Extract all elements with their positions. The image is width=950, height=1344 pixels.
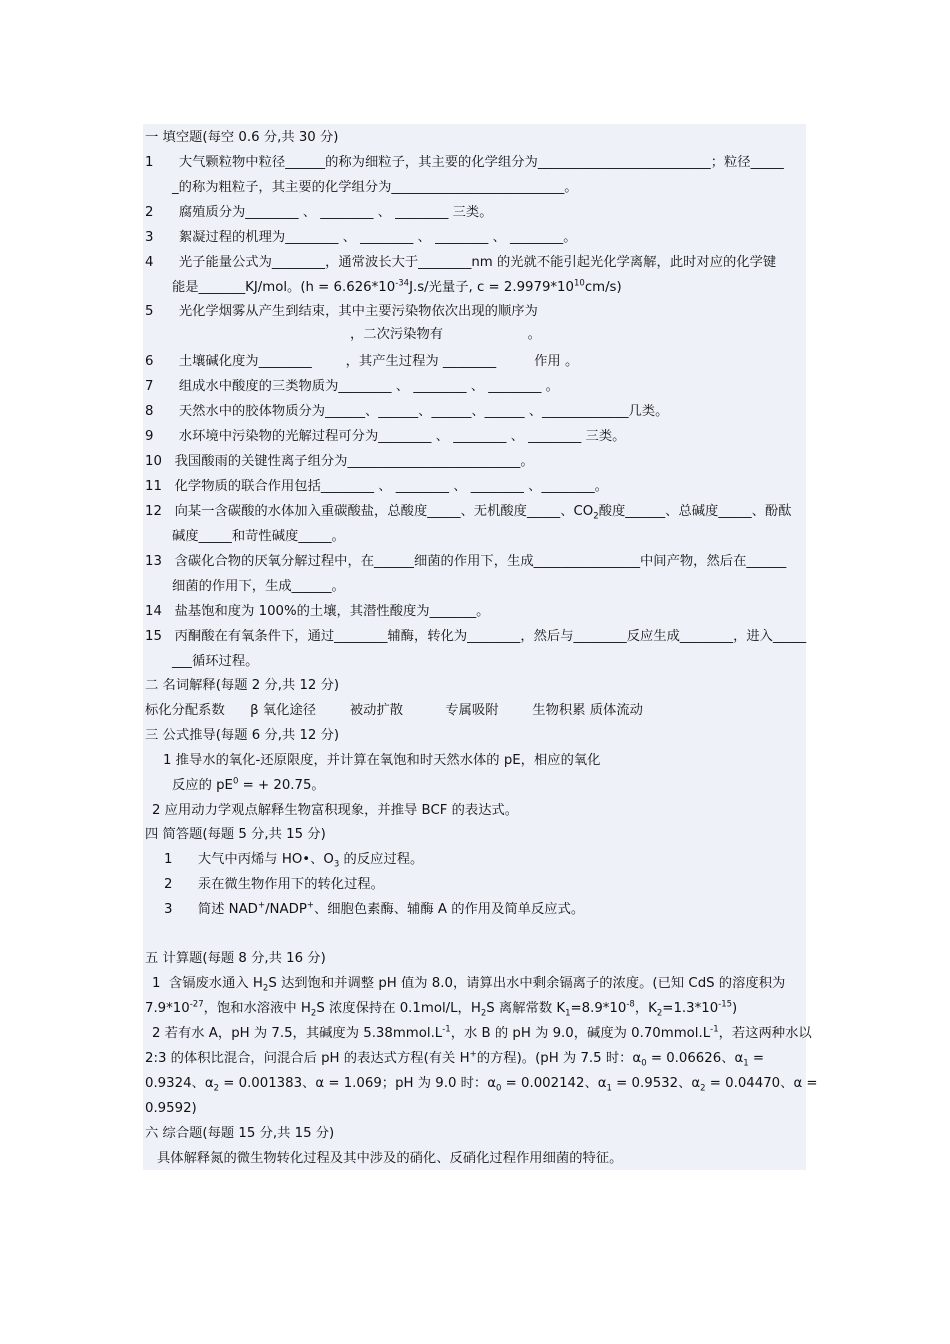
line-s1-q8: 8 天然水中的胶体物质分为______、______、______、______ 、_____________几类。 [145, 404, 669, 419]
line-s1-q1b: _的称为粗粒子，其主要的化学组分为__________________________。 [172, 180, 578, 195]
line-s1-q7: 7 组成水中酸度的三类物质为________ 、 ________ 、 ________ 。 [145, 379, 559, 394]
line-s1-q5b: ，二次污染物有 。 [350, 327, 541, 342]
line-s5-q1b: $7.9*10^{-27}$，饱和水溶液中 $H_2S$ 浓度保持在 0.1mol/L，$H_2S$ 离解常数 $K_1=8.9*10^{-8}$，$K_2=1.3*10^{-15}$) [145, 999, 738, 1019]
line-s5-q2b: 2:3 的体积比混合，问混合后 pH 的表达式方程(有关 H+的方程)。(pH 为 7.5 时：$\alpha_0 = 0.06626$、$\alpha_1$ = [145, 1049, 765, 1069]
line-s4-q2: 2 汞在微生物作用下的转化过程。 [164, 877, 384, 892]
line-s5-q2d: 0.9592) [145, 1101, 197, 1116]
line-s3-q2: 2 应用动力学观点解释生物富积现象，并推导 BCF 的表达式。 [152, 803, 519, 818]
line-s1-q5a: 5 光化学烟雾从产生到结束，其中主要污染物依次出现的顺序为 [145, 304, 538, 319]
line-s3-q1a: 1 推导水的氧化-还原限度，并计算在氧饱和时天然水体的 pE，相应的氧化 [163, 753, 601, 768]
line-s1-q12b: 碱度_____和苛性碱度_____。 [172, 529, 345, 544]
line-s1-q15a: 15 丙酮酸在有氧条件下，通过________辅酶，转化为________，然后与________反应生成________，进入_____ [145, 629, 807, 644]
line-s6-q1: 具体解释氮的微生物转化过程及其中涉及的硝化、反硝化过程作用细菌的特征。 [157, 1151, 623, 1166]
line-s4-q1: 1 大气中丙烯与 HO•、$O_3$ 的反应过程。 [164, 852, 424, 870]
line-s1-q4b: 能是_______KJ/mol。($h = 6.626*10^{-34}J.s/$光量子, $c = 2.9979*10^{10}cm/s$) [172, 278, 622, 295]
line-s1-q11: 11 化学物质的联合作用包括________ 、 ________ 、 ________ 、________。 [145, 479, 608, 494]
line-s1-q13a: 13 含碳化合物的厌氧分解过程中，在______细菌的作用下，生成________________中间产物，然后在______ [145, 554, 787, 569]
line-s1-head: 一 填空题(每空 0.6 分,共 30 分) [145, 130, 339, 145]
line-s5-head: 五 计算题(每题 8 分,共 16 分) [145, 951, 326, 966]
line-s4-head: 四 简答题(每题 5 分,共 15 分) [145, 827, 326, 842]
line-s1-q4a: 4 光子能量公式为________，通常波长大于________nm 的光就不能引起光化学离解，此时对应的化学键 [145, 255, 777, 270]
line-s3-q1b: 反应的 $pE^0$ = + 20.75。 [172, 776, 325, 793]
line-s1-q15b: ___循环过程。 [172, 654, 259, 669]
line-s1-q3: 3 絮凝过程的机理为________ 、 ________ 、 ________ 、 ________。 [145, 230, 577, 245]
line-s6-head: 六 综合题(每题 15 分,共 15 分) [145, 1126, 335, 1141]
line-s1-q13b: 细菌的作用下，生成______。 [172, 579, 345, 594]
line-s1-q2: 2 腐殖质分为________ 、 ________ 、 ________ 三类。 [145, 205, 493, 220]
line-s5-q1a: 1 含镉废水通入 $H_2S$ 达到饱和并调整 pH 值为 8.0，请算出水中剩余镉离子的浓度。(已知 CdS 的溶度积为 [152, 976, 786, 994]
line-s2-head: 二 名词解释(每题 2 分,共 12 分) [145, 678, 340, 693]
line-s1-q9: 9 水环境中污染物的光解过程可分为________ 、 ________ 、 ________ 三类。 [145, 429, 626, 444]
line-s1-q10: 10 我国酸雨的关键性离子组分为__________________________。 [145, 454, 534, 469]
line-s1-q1a: 1 大气颗粒物中粒径______的称为细粒子，其主要的化学组分为__________________________；粒径_____ [145, 155, 784, 170]
line-s5-q2c: 0.9324、$\alpha_2 = 0.001383$、α = 1.069；pH 为 9.0 时：$\alpha_0 = 0.002142$、$\alpha_1 = 0.9532$、$\alpha_2 = 0.04470$、α = [145, 1076, 818, 1094]
line-s1-q6: 6 土壤碱化度为________ ，其产生过程为 ________ 作用 。 [145, 354, 579, 369]
line-s3-head: 三 公式推导(每题 6 分,共 12 分) [145, 728, 340, 743]
line-s4-q3: 3 简述 NAD+/NADP+、细胞色素酶、辅酶 A 的作用及简单反应式。 [164, 900, 585, 917]
line-s2-terms: 标化分配系数 β 氧化途径 被动扩散 专属吸附 生物积累 质体流动 [145, 703, 643, 718]
line-s5-q2a: 2 若有水 A，pH 为 7.5，其碱度为 $5.38mmol.L^{-1}$，水 B 的 pH 为 9.0，碱度为 $0.70mmol.L^{-1}$，若这两种水以 [152, 1024, 812, 1041]
line-s1-q12a: 12 向某一含碳酸的水体加入重碳酸盐，总酸度_____、无机酸度_____、$CO_2$酸度______、总碱度_____、酚酞 [145, 504, 792, 522]
line-s1-q14: 14 盐基饱和度为 100%的土壤，其潜性酸度为_______。 [145, 604, 490, 619]
